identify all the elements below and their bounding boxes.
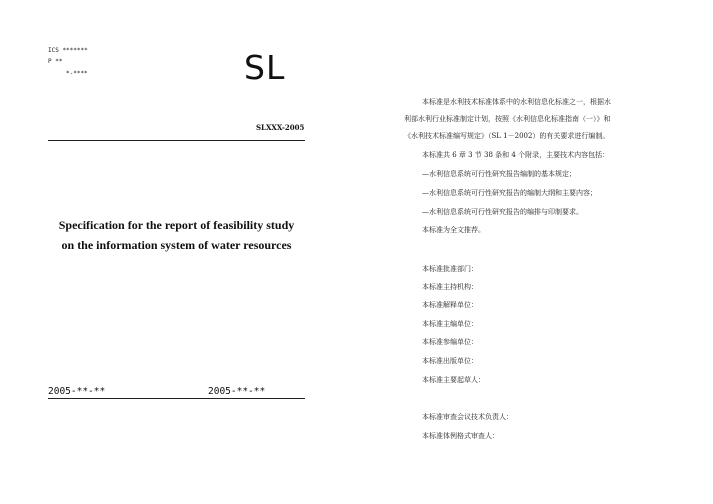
bottom-rule: [48, 398, 305, 399]
role-line: 本标准主编单位：: [422, 320, 478, 328]
title-line-1: Specification for the report of feasibility study: [58, 218, 295, 232]
role-line: 本标准出版单位：: [422, 357, 478, 365]
reviewer-line: 本标准体例格式审查人：: [422, 432, 499, 440]
registration-code: *-****: [66, 70, 88, 77]
intro-line: 本标准是水利技术标准体系中的水利信息化标准之一，根据水: [422, 98, 611, 106]
standard-number: SLXXX-2005: [256, 123, 305, 132]
content-item: —水利信息系统可行性研究报告编制的基本规定；: [422, 170, 576, 178]
sl-mark: SL: [244, 48, 286, 87]
role-line: 本标准主要起草人：: [422, 376, 485, 384]
reviewer-line: 本标准审查会议技术负责人：: [422, 413, 513, 421]
ics-code: ICS *******: [48, 47, 88, 54]
content-item: —水利信息系统可行性研究报告的编制大纲和主要内容；: [422, 189, 597, 197]
title-line-2: on the information system of water resources: [61, 238, 292, 252]
role-line: 本标准主持机构：: [422, 283, 478, 291]
top-rule: [48, 140, 305, 141]
content-intro: 本标准共 6 章 3 节 38 条和 4 个附录，主要技术内容包括：: [422, 151, 610, 159]
role-line: 本标准解释单位：: [422, 301, 478, 309]
p-code: P **: [48, 58, 63, 65]
role-line: 本标准参编单位：: [422, 338, 478, 346]
content-item: —水利信息系统可行性研究报告的编排与印制要求。: [422, 208, 583, 216]
foreword-page: [356, 0, 713, 504]
cover-page: [0, 0, 356, 504]
intro-line: 利部水利行业标准制定计划，按照《水利信息化标准指南（一）》和: [404, 115, 611, 123]
full-text-note: 本标准为全文推荐。: [422, 226, 485, 234]
implement-date: 2005-**-**: [208, 386, 266, 397]
role-line: 本标准批准部门：: [422, 265, 478, 273]
issue-date: 2005-**-**: [48, 386, 106, 397]
intro-line: 《水利技术标准编写规定》（SL 1－2002）的有关要求进行编制。: [404, 132, 610, 140]
